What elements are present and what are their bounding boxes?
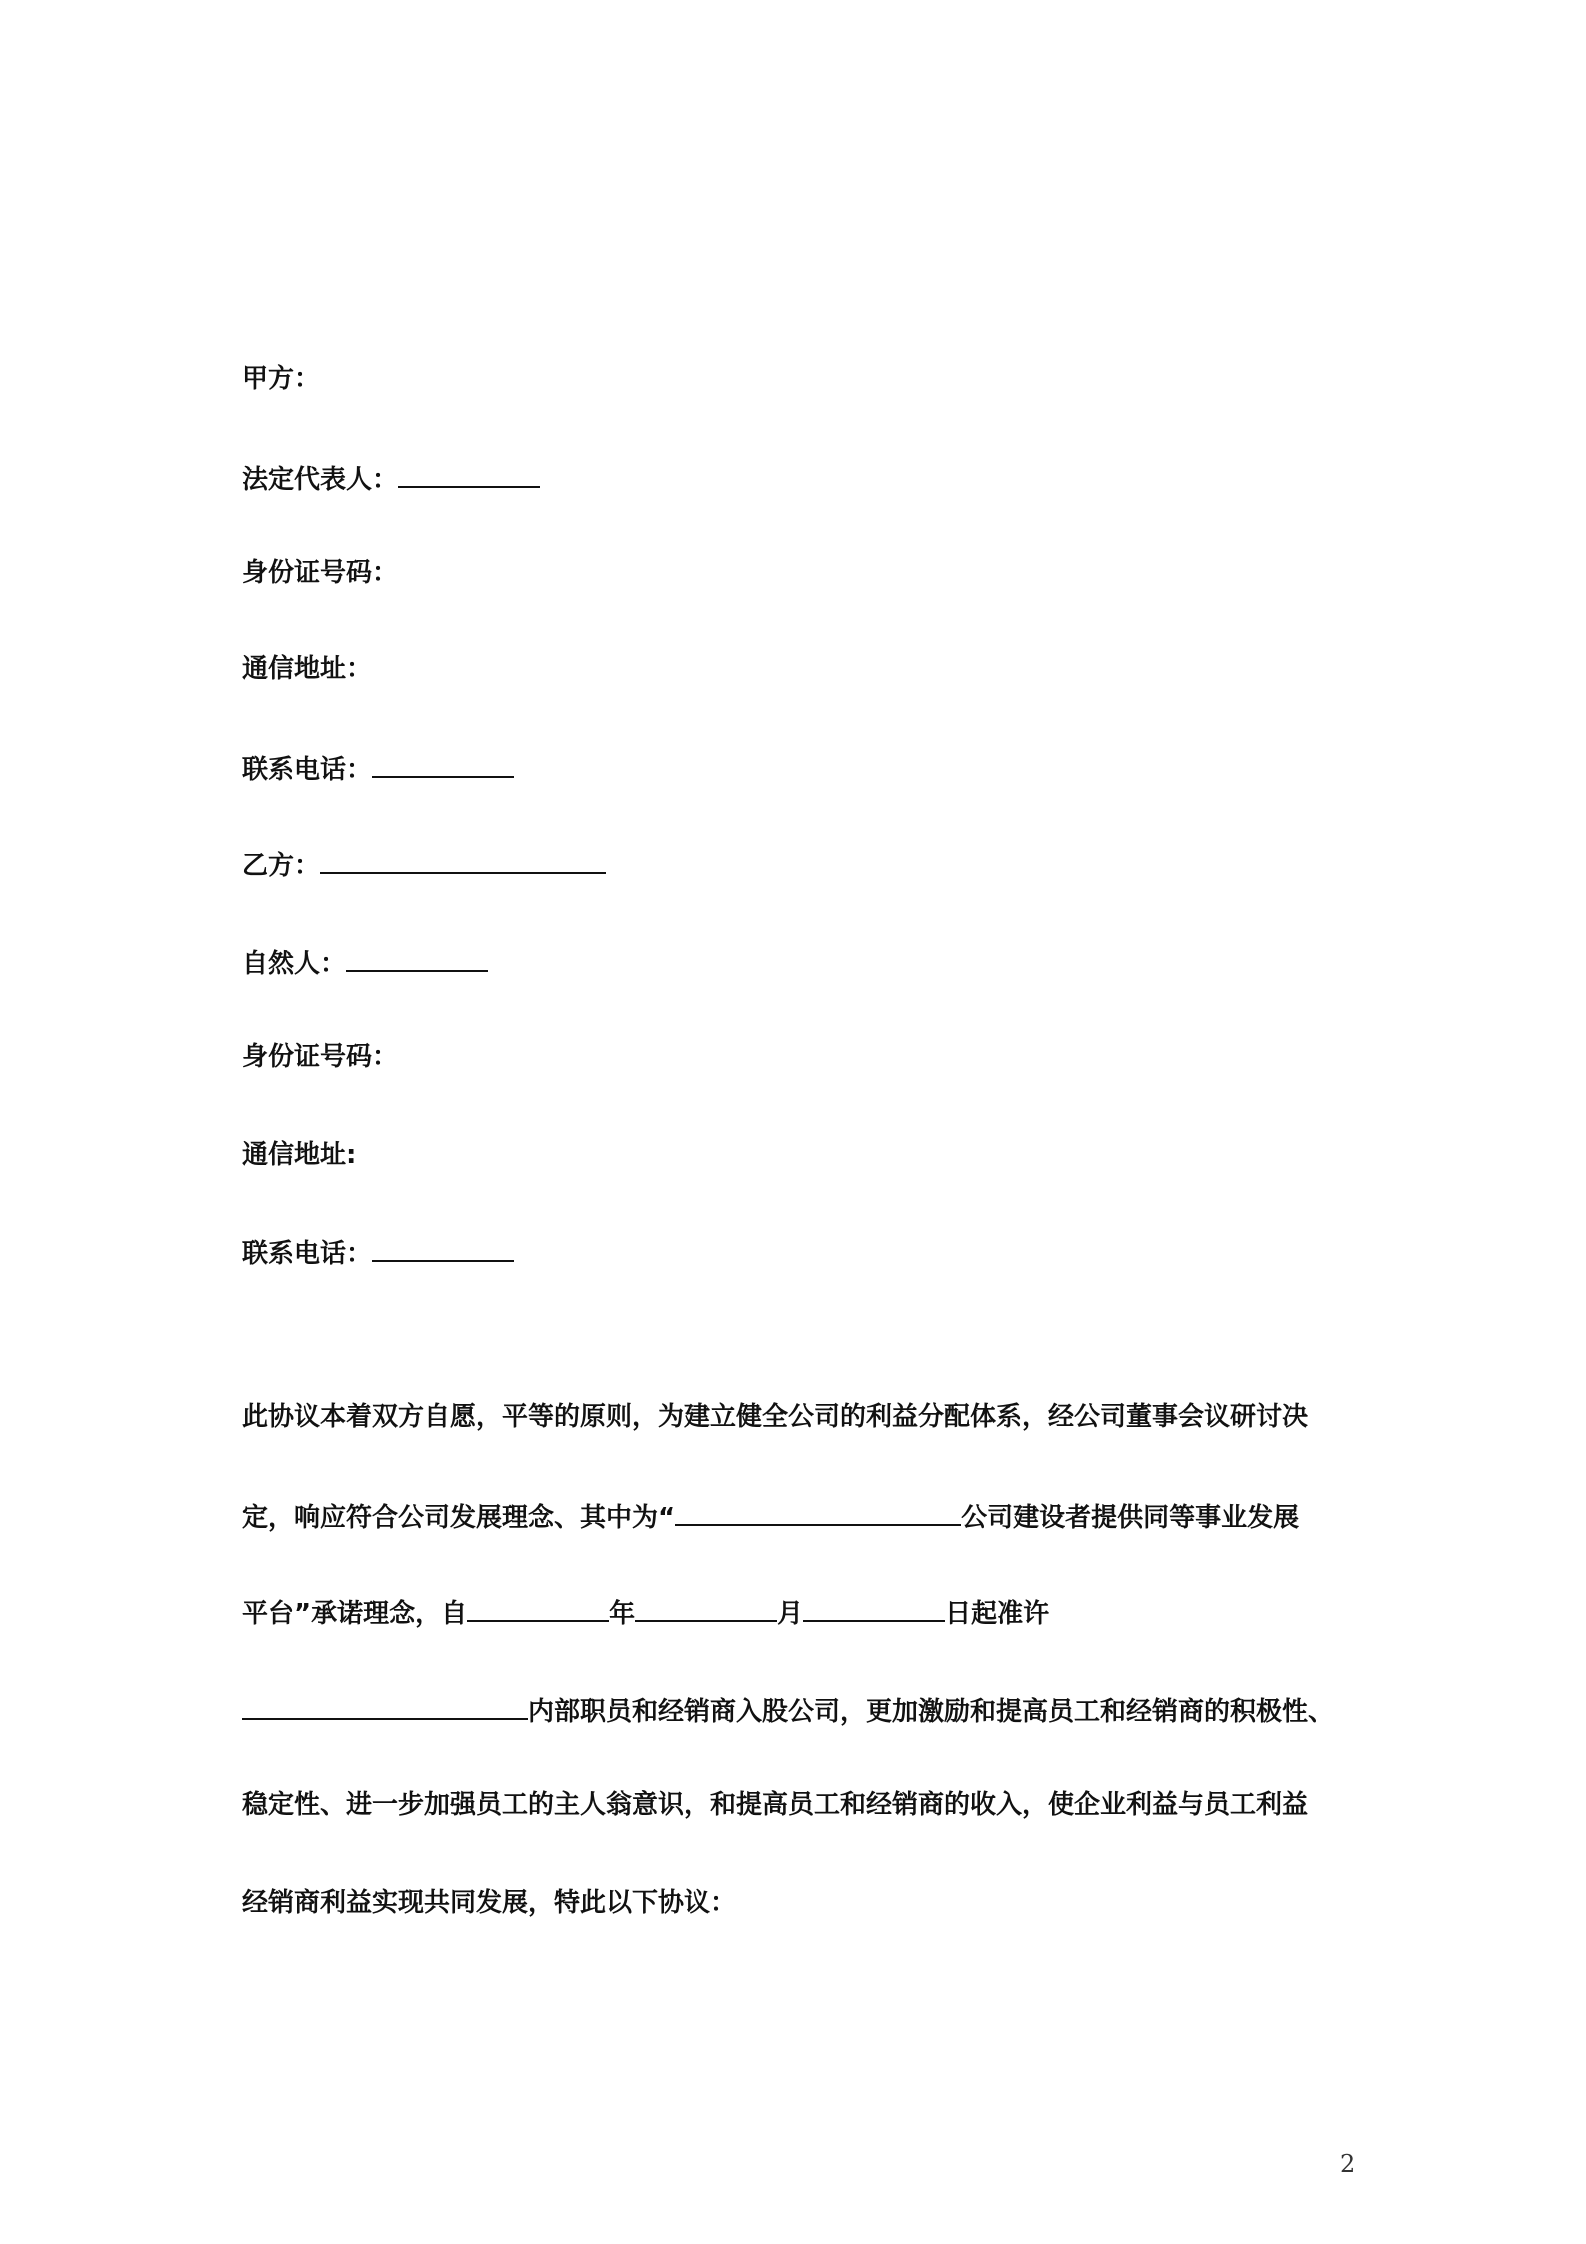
page-number: 2 — [1340, 2150, 1356, 2178]
preamble-line-6: 经销商利益实现共同发展，特此以下协议： — [242, 1888, 737, 1918]
preamble-line-4: 内部职员和经销商入股公司，更加激励和提高员工和经销商的积极性、 — [242, 1692, 1334, 1729]
blank-field — [635, 1594, 777, 1622]
blank-field — [372, 750, 514, 778]
party-a-id-number: 身份证号码： — [242, 558, 399, 588]
blank-field — [803, 1594, 945, 1622]
blank-field — [675, 1498, 961, 1526]
blank-field — [346, 944, 488, 972]
party-b-address: 通信地址: — [242, 1140, 357, 1170]
blank-field — [398, 460, 540, 488]
party-b-phone: 联系电话： — [242, 1234, 514, 1271]
blank-field — [372, 1234, 514, 1262]
party-a-legal-rep: 法定代表人： — [242, 460, 540, 497]
preamble-line-2: 定，响应符合公司发展理念、其中为“ 公司建设者提供同等事业发展 — [242, 1498, 1299, 1535]
party-a-address: 通信地址： — [242, 654, 373, 684]
preamble-line-1: 此协议本着双方自愿，平等的原则，为建立健全公司的利益分配体系，经公司董事会议研讨决 — [242, 1402, 1309, 1432]
party-b-id-number: 身份证号码： — [242, 1042, 399, 1072]
party-a-title: 甲方： — [242, 364, 321, 394]
party-a-phone: 联系电话： — [242, 750, 514, 787]
preamble-line-3: 平台”承诺理念，自 年 月 日起准许 — [242, 1594, 1049, 1631]
party-b-natural-person: 自然人： — [242, 944, 488, 981]
blank-field — [242, 1692, 528, 1720]
blank-field — [467, 1594, 609, 1622]
party-b-title: 乙方： — [242, 846, 606, 883]
blank-field — [320, 846, 606, 874]
preamble-line-5: 稳定性、进一步加强员工的主人翁意识，和提高员工和经销商的收入，使企业利益与员工利益 — [242, 1790, 1309, 1820]
